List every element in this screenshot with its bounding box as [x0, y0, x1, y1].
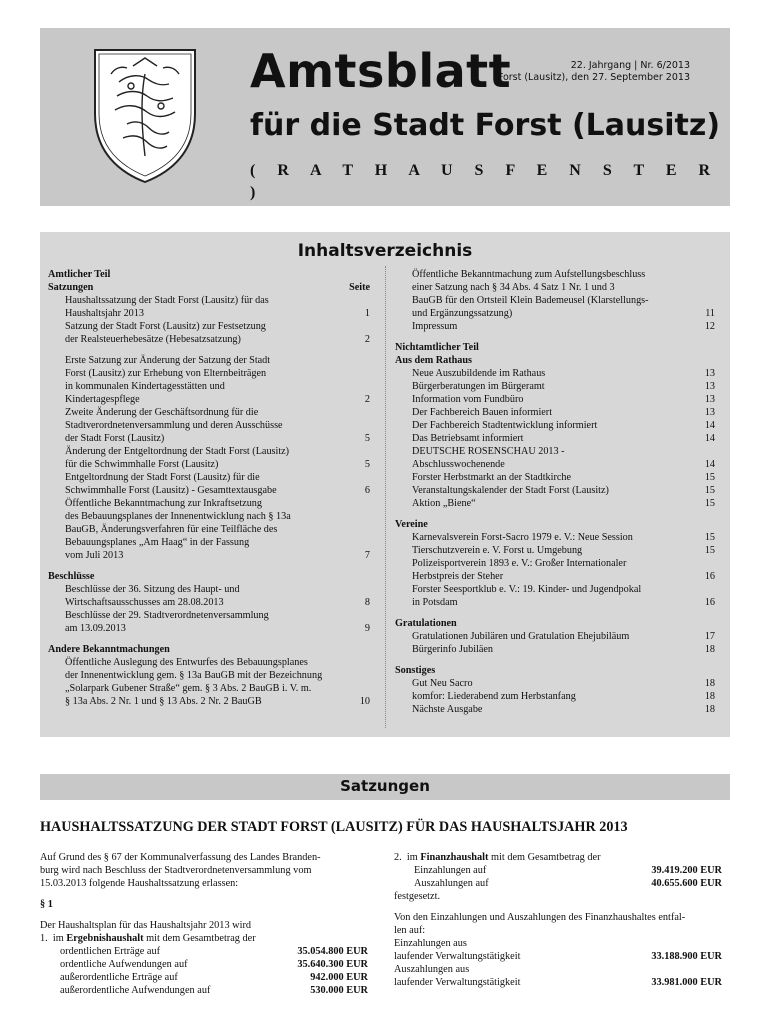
masthead-tagline: ( R A T H A U S F E N S T E R ) [250, 162, 720, 201]
toc-entry-text: Gut Neu Sacro [412, 678, 473, 689]
toc-entry-text: einer Satzung nach § 34 Abs. 4 Satz 1 Nr. 1 und 3 [412, 282, 615, 293]
toc-entry-text: Satzung der Stadt Forst (Lausitz) zur Festsetzung [65, 321, 266, 332]
toc-page-number: 17 [704, 631, 715, 642]
toc-heading-vereine: Vereine [395, 519, 428, 530]
toc-entry-text: Impressum [412, 321, 458, 332]
toc-entry-text: Forster Herbstmarkt an der Stadtkirche [412, 472, 571, 483]
toc-entry-text: § 13a Abs. 2 Nr. 1 und § 13 Abs. 2 Nr. 2 BauGB [65, 696, 262, 707]
toc-entry-text: Änderung der Entgeltordnung der Stadt Forst (Lausitz) [65, 446, 290, 457]
toc-page-number: 13 [704, 381, 715, 392]
amount-row [394, 877, 730, 890]
toc-entry [48, 609, 370, 635]
toc-entry [48, 294, 370, 320]
masthead-title: Amtsblatt [250, 44, 512, 98]
toc-page-number: 15 [704, 498, 715, 509]
toc-page-number: 10 [359, 696, 370, 707]
amount-row [40, 984, 376, 997]
toc-entry-text: BauGB, Änderungsverfahren für eine Teilfläche des [65, 524, 278, 535]
section-title: Satzungen [340, 777, 430, 795]
amount-value: 942.000 EUR [310, 972, 368, 983]
festgesetzt-text: festgesetzt. [394, 891, 441, 902]
issue-info [498, 60, 690, 84]
toc-entry-text: Forster Seesportklub e. V.: 19. Kinder- und Jugendpokal [412, 584, 642, 595]
toc-page-number: 15 [704, 545, 715, 556]
amount-label: laufender Verwaltungstätigkeit [394, 951, 521, 962]
toc-entry-text: Bebauungsplanes „Am Haag“ in der Fassung [65, 537, 250, 548]
toc-heading-beschluesse: Beschlüsse [48, 571, 95, 582]
toc-heading-gratulationen: Gratulationen [395, 618, 457, 629]
toc-entry-text: Beschlüsse der 29. Stadtverordnetenversammlung [65, 610, 269, 621]
item-prefix: 1. im [40, 933, 67, 944]
toc-entry [395, 393, 715, 406]
toc-entry-text: in kommunalen Kindertagesstätten und [65, 381, 225, 392]
toc-entry [395, 406, 715, 419]
toc-page-number: 2 [364, 394, 370, 405]
amount-value: 39.419.200 EUR [651, 865, 722, 876]
toc-page-number: 13 [704, 368, 715, 379]
toc-page-number: 1 [364, 308, 370, 319]
amount-value: 40.655.600 EUR [651, 878, 722, 889]
toc-page-number: 14 [704, 420, 715, 431]
toc-entry-text: Öffentliche Auslegung des Entwurfes des Bebauungsplanes [65, 657, 308, 668]
toc-page-number: 2 [364, 334, 370, 345]
toc-entry-text: Forst (Lausitz) zur Erhebung von Elternbeiträgen [65, 368, 267, 379]
toc-entry [395, 471, 715, 484]
toc-entry [48, 406, 370, 445]
amount-label: außerordentliche Aufwendungen auf [60, 985, 211, 996]
ein-aus-text [394, 911, 730, 937]
paragraph-heading: § 1 [40, 899, 53, 910]
toc-entry-text: Bürgerinfo Jubiläen [412, 644, 494, 655]
toc-entry-text: am 13.09.2013 [65, 623, 126, 634]
toc-entry-text: Kindertagespflege [65, 394, 140, 405]
toc-entry [48, 583, 370, 609]
item-suffix: mit dem Gesamtbetrag der [488, 852, 601, 863]
toc-entry-text: Information vom Fundbüro [412, 394, 524, 405]
toc-page-number: 16 [704, 597, 715, 608]
item-bold: Ergebnishaushalt [66, 933, 144, 944]
toc-entry-text: in Potsdam [412, 597, 458, 608]
toc-entry-text: „Solarpark Gubener Straße“ gem. § 3 Abs. 2 BauGB i. V. m. [65, 683, 312, 694]
toc-heading-amtlicher-teil: Amtlicher Teil [48, 269, 111, 280]
article-intro [40, 851, 376, 890]
text-line: len auf: [394, 925, 426, 936]
toc-entry-text: Karnevalsverein Forst-Sacro 1979 e. V.: Neue Session [412, 532, 633, 543]
amount-value: 33.188.900 EUR [651, 951, 722, 962]
toc-entry-text: Öffentliche Bekanntmachung zur Inkraftsetzung [65, 498, 262, 509]
toc-entry-text: Haushaltssatzung der Stadt Forst (Lausitz) für das [65, 295, 269, 306]
toc-entry-text: Der Fachbereich Bauen informiert [412, 407, 553, 418]
amount-label: ordentliche Aufwendungen auf [60, 959, 188, 970]
toc-entry-text: Abschlusswochenende [412, 459, 505, 470]
toc-entry [395, 380, 715, 393]
toc-heading-label: Satzungen [48, 282, 94, 293]
toc-entry-text: Schwimmhalle Forst (Lausitz) - Gesamttextausgabe [65, 485, 277, 496]
toc-entry [395, 703, 715, 716]
toc-entry [395, 690, 715, 703]
toc-page-number: 13 [704, 407, 715, 418]
toc-entry-text: vom Juli 2013 [65, 550, 124, 561]
section-bar [40, 774, 730, 800]
coat-of-arms-icon [89, 44, 201, 186]
toc-entry-text: Gratulationen Jubilären und Gratulation Ehejubiläum [412, 631, 630, 642]
toc-heading-satzungen [48, 281, 370, 294]
toc-entry [395, 367, 715, 380]
einzahlungen-label: Einzahlungen aus [394, 938, 467, 949]
masthead [40, 28, 730, 206]
toc-entry-text: für die Schwimmhalle Forst (Lausitz) [65, 459, 219, 470]
toc-entry [395, 583, 715, 609]
intro-line: Auf Grund des § 67 der Kommunalverfassung des Landes Branden- [40, 852, 321, 863]
toc-page-number: 14 [704, 433, 715, 444]
masthead-subtitle: für die Stadt Forst (Lausitz) [250, 108, 721, 143]
toc-entry-text: Entgeltordnung der Stadt Forst (Lausitz) für die [65, 472, 260, 483]
article-headline: HAUSHALTSSATZUNG DER STADT FORST (LAUSITZ) FÜR DAS HAUSHALTSJAHR 2013 [40, 819, 628, 835]
toc-entry [395, 484, 715, 497]
item-finanzhaushalt [394, 851, 730, 864]
item-prefix: 2. im [394, 852, 421, 863]
toc-entry [395, 677, 715, 690]
item-ergebnishaushalt [40, 932, 376, 945]
toc-page-number: 18 [704, 691, 715, 702]
toc-entry-text: Der Fachbereich Stadtentwicklung informiert [412, 420, 598, 431]
toc-entry-text: BauGB für den Ortsteil Klein Bademeusel (Klarstellungs- [412, 295, 649, 306]
amount-label: Auszahlungen auf [414, 878, 489, 889]
toc-entry [395, 419, 715, 432]
toc-entry [48, 656, 370, 708]
einzahlungen-row [394, 950, 730, 963]
toc-entry-text: Tierschutzverein e. V. Forst u. Umgebung [412, 545, 583, 556]
toc-entry-text: Herbstpreis der Steher [412, 571, 504, 582]
toc-entry [395, 432, 715, 445]
toc-page-number: 5 [364, 459, 370, 470]
toc-entry-text: Bürgerberatungen im Bürgeramt [412, 381, 545, 392]
table-of-contents [40, 232, 730, 737]
amount-row [394, 864, 730, 877]
amount-label: Einzahlungen auf [414, 865, 487, 876]
toc-page-number: 7 [364, 550, 370, 561]
toc-entry-text: Wirtschaftsausschusses am 28.08.2013 [65, 597, 224, 608]
toc-entry-text: Polizeisportverein 1893 e. V.: Großer Internationaler [412, 558, 627, 569]
toc-entry-text: komfor: Liederabend zum Herbstanfang [412, 691, 576, 702]
toc-page-number: 18 [704, 678, 715, 689]
toc-entry-text: Zweite Änderung der Geschäftsordnung für die [65, 407, 259, 418]
toc-entry-text: Beschlüsse der 36. Sitzung des Haupt- und [65, 584, 240, 595]
toc-entry-text: Erste Satzung zur Änderung der Satzung der Stadt [65, 355, 271, 366]
toc-divider [385, 266, 386, 728]
toc-entry [395, 531, 715, 544]
toc-page-number: 14 [704, 459, 715, 470]
toc-page-number: 15 [704, 485, 715, 496]
toc-entry [395, 320, 715, 333]
amount-row [40, 971, 376, 984]
toc-seite-label: Seite [349, 282, 370, 293]
plan-line: Der Haushaltsplan für das Haushaltsjahr 2013 wird [40, 920, 252, 931]
amount-row [40, 958, 376, 971]
toc-entry [395, 544, 715, 557]
intro-line: burg wird nach Beschluss der Stadtverordnetenversammlung vom [40, 865, 312, 876]
auszahlungen-row [394, 976, 730, 989]
toc-heading-nichtamtlicher-teil: Nichtamtlicher Teil [395, 342, 479, 353]
toc-entry [48, 471, 370, 497]
toc-heading-sonstiges: Sonstiges [395, 665, 436, 676]
item-suffix: mit dem Gesamtbetrag der [143, 933, 256, 944]
toc-page-number: 16 [704, 571, 715, 582]
article-left-column [40, 851, 376, 997]
toc-entry-text: Nächste Ausgabe [412, 704, 483, 715]
toc-entry-text: des Bebauungsplanes der Innenentwicklung nach § 13a [65, 511, 291, 522]
toc-entry [395, 497, 715, 510]
toc-title: Inhaltsverzeichnis [297, 241, 473, 261]
toc-page-number: 18 [704, 704, 715, 715]
auszahlungen-label: Auszahlungen aus [394, 964, 470, 975]
article-right-column [394, 851, 730, 989]
toc-entry [395, 643, 715, 656]
toc-entry-text: der Innenentwicklung gem. § 13a BauGB mit der Bezeichnung [65, 670, 323, 681]
amount-value: 530.000 EUR [310, 985, 368, 996]
toc-right-column [395, 268, 715, 716]
toc-entry-text: und Ergänzungssatzung) [412, 308, 513, 319]
toc-entry [48, 445, 370, 471]
toc-entry-text: Öffentliche Bekanntmachung zum Aufstellungsbeschluss [412, 269, 646, 280]
text-line: Von den Einzahlungen und Auszahlungen des Finanzhaushaltes entfal- [394, 912, 686, 923]
toc-heading-andere: Andere Bekanntmachungen [48, 644, 170, 655]
toc-page-number: 5 [364, 433, 370, 444]
toc-entry-text: Haushaltsjahr 2013 [65, 308, 144, 319]
issue-date: Forst (Lausitz), den 27. September 2013 [497, 72, 690, 83]
amount-label: laufender Verwaltungstätigkeit [394, 977, 521, 988]
amount-label: außerordentliche Erträge auf [60, 972, 178, 983]
toc-page-number: 9 [364, 623, 370, 634]
toc-entry-text: Stadtverordnetenversammlung und deren Ausschüsse [65, 420, 283, 431]
amount-label: ordentlichen Erträge auf [60, 946, 161, 957]
intro-line: 15.03.2013 folgende Haushaltssatzung erlassen: [40, 878, 239, 889]
issue-number: 22. Jahrgang | Nr. 6/2013 [570, 60, 690, 71]
toc-page-number: 12 [704, 321, 715, 332]
toc-entry-text: Aktion „Biene“ [412, 498, 476, 509]
toc-page-number: 13 [704, 394, 715, 405]
toc-entry-text: DEUTSCHE ROSENSCHAU 2013 - [412, 446, 565, 457]
toc-entry [395, 630, 715, 643]
amount-value: 35.054.800 EUR [297, 946, 368, 957]
toc-page-number: 18 [704, 644, 715, 655]
amount-value: 35.640.300 EUR [297, 959, 368, 970]
toc-entry-text: Das Betriebsamt informiert [412, 433, 524, 444]
toc-heading-rathaus: Aus dem Rathaus [395, 355, 472, 366]
toc-left-column [48, 268, 370, 708]
toc-entry [395, 557, 715, 583]
toc-page-number: 15 [704, 532, 715, 543]
item-bold: Finanzhaushalt [420, 852, 489, 863]
amount-row [40, 945, 376, 958]
toc-entry-text: der Stadt Forst (Lausitz) [65, 433, 165, 444]
toc-entry [48, 497, 370, 562]
toc-entry-text: Neue Auszubildende im Rathaus [412, 368, 546, 379]
toc-entry [48, 320, 370, 346]
toc-page-number: 15 [704, 472, 715, 483]
toc-page-number: 6 [364, 485, 370, 496]
toc-page-number: 11 [705, 308, 715, 319]
toc-entry [48, 354, 370, 406]
amount-value: 33.981.000 EUR [651, 977, 722, 988]
toc-entry [395, 445, 715, 471]
toc-entry-text: der Realsteuerhebesätze (Hebesatzsatzung) [65, 334, 241, 345]
toc-entry-text: Veranstaltungskalender der Stadt Forst (Lausitz) [412, 485, 609, 496]
toc-entry [395, 268, 715, 320]
toc-page-number: 8 [364, 597, 370, 608]
